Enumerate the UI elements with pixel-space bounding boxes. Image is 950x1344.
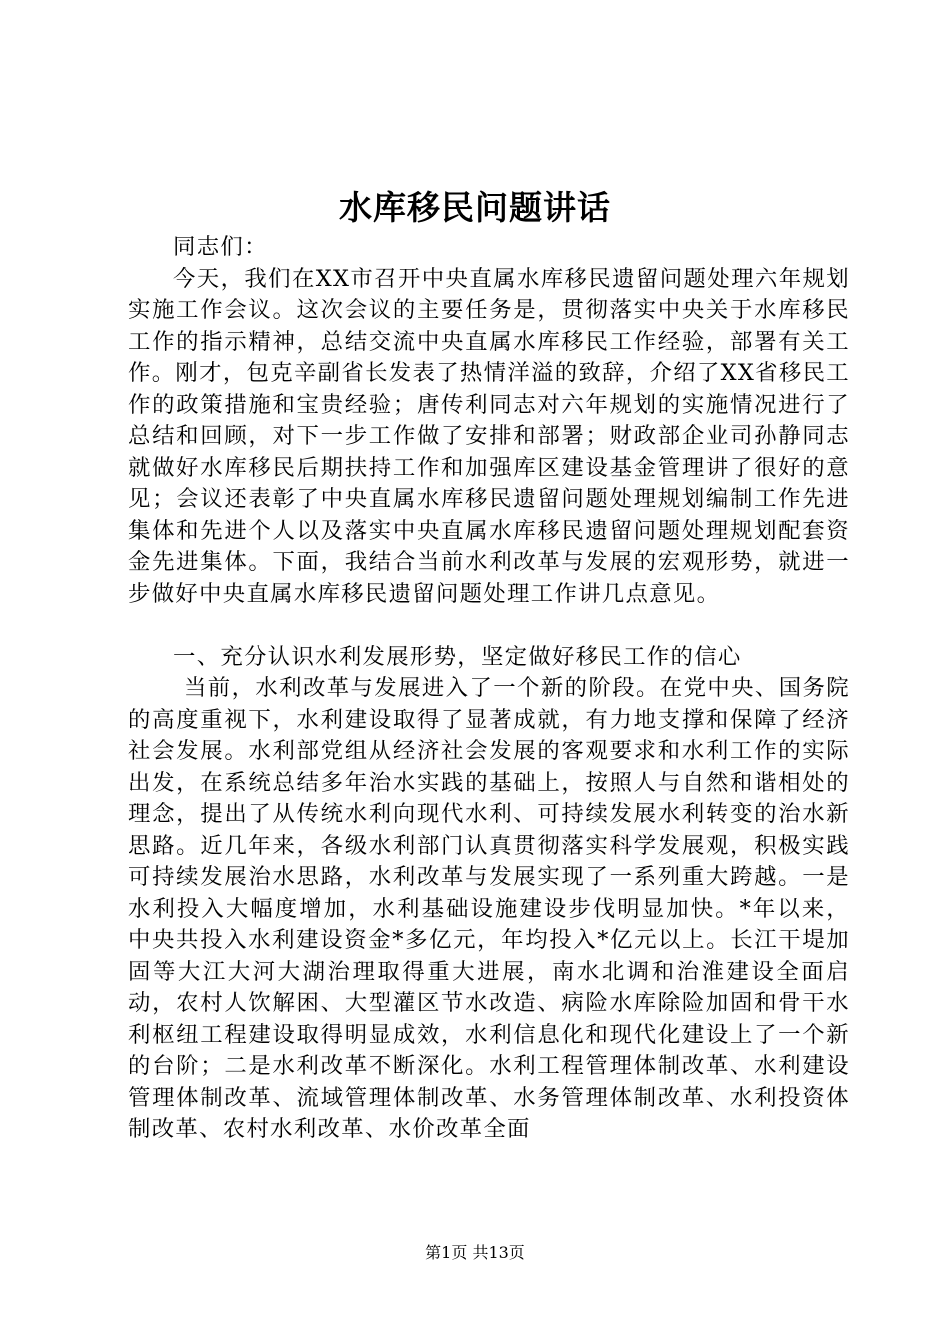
- page-footer: 第1页 共13页: [425, 1243, 525, 1262]
- section-heading: 一、充分认识水利发展形势，坚定做好移民工作的信心: [173, 643, 742, 670]
- paragraph-current-situation: 当前，水利改革与发展进入了一个新的阶段。在党中央、国务院的高度重视下，水利建设取得了显著成就，有力地支撑和保障了经济社会发展。水利部党组从经济社会发展的客观要求和水利工作的实际出发，在系统总结多年治水实践的基础上，按照人与自然和谐相处的理念，提出了从传统水利向现代水利、可持续发展水利转变的治水新思路。近几年来，各级水利部门认真贯彻落实科学发展观，积极实践可持续发展治水思路，水利改革与发展实现了一系列重大跨越。一是水利投入大幅度增加，水利基础设施建设步伐明显加快。*年以来，中央共投入水利建设资金*多亿元，年均投入*亿元以上。长江干堤加固等大江大河大湖治理取得重大进展，南水北调和治淮建设全面启动，农村人饮解困、大型灌区节水改造、病险水库除险加固和骨干水利枢纽工程建设取得明显成效，水利信息化和现代化建设上了一个新的台阶；二是水利改革不断深化。水利工程管理体制改革、水利建设管理体制改革、流域管理体制改革、水务管理体制改革、水利投资体制改革、农村水利改革、水价改革全面: [128, 675, 850, 1142]
- document-body: [128, 232, 850, 1146]
- greeting: 同志们：: [173, 234, 268, 260]
- document-title: 水库移民问题讲话: [339, 188, 611, 227]
- paragraph-intro: 今天，我们在XX市召开中央直属水库移民遗留问题处理六年规划实施工作会议。这次会议的主要任务是，贯彻落实中央关于水库移民工作的指示精神，总结交流中央直属水库移民工作经验，部署有关工作。刚才，包克辛副省长发表了热情洋溢的致辞，介绍了XX省移民工作的政策措施和宝贵经验；唐传利同志对六年规划的实施情况进行了总结和回顾，对下一步工作做了安排和部署；财政部企业司孙静同志就做好水库移民后期扶持工作和加强库区建设基金管理讲了很好的意见；会议还表彰了中央直属水库移民遗留问题处理规划编制工作先进集体和先进个人以及落实中央直属水库移民遗留问题处理规划配套资金先进集体。下面，我结合当前水利改革与发展的宏观形势，就进一步做好中央直属水库移民遗留问题处理工作讲几点意见。: [128, 265, 850, 607]
